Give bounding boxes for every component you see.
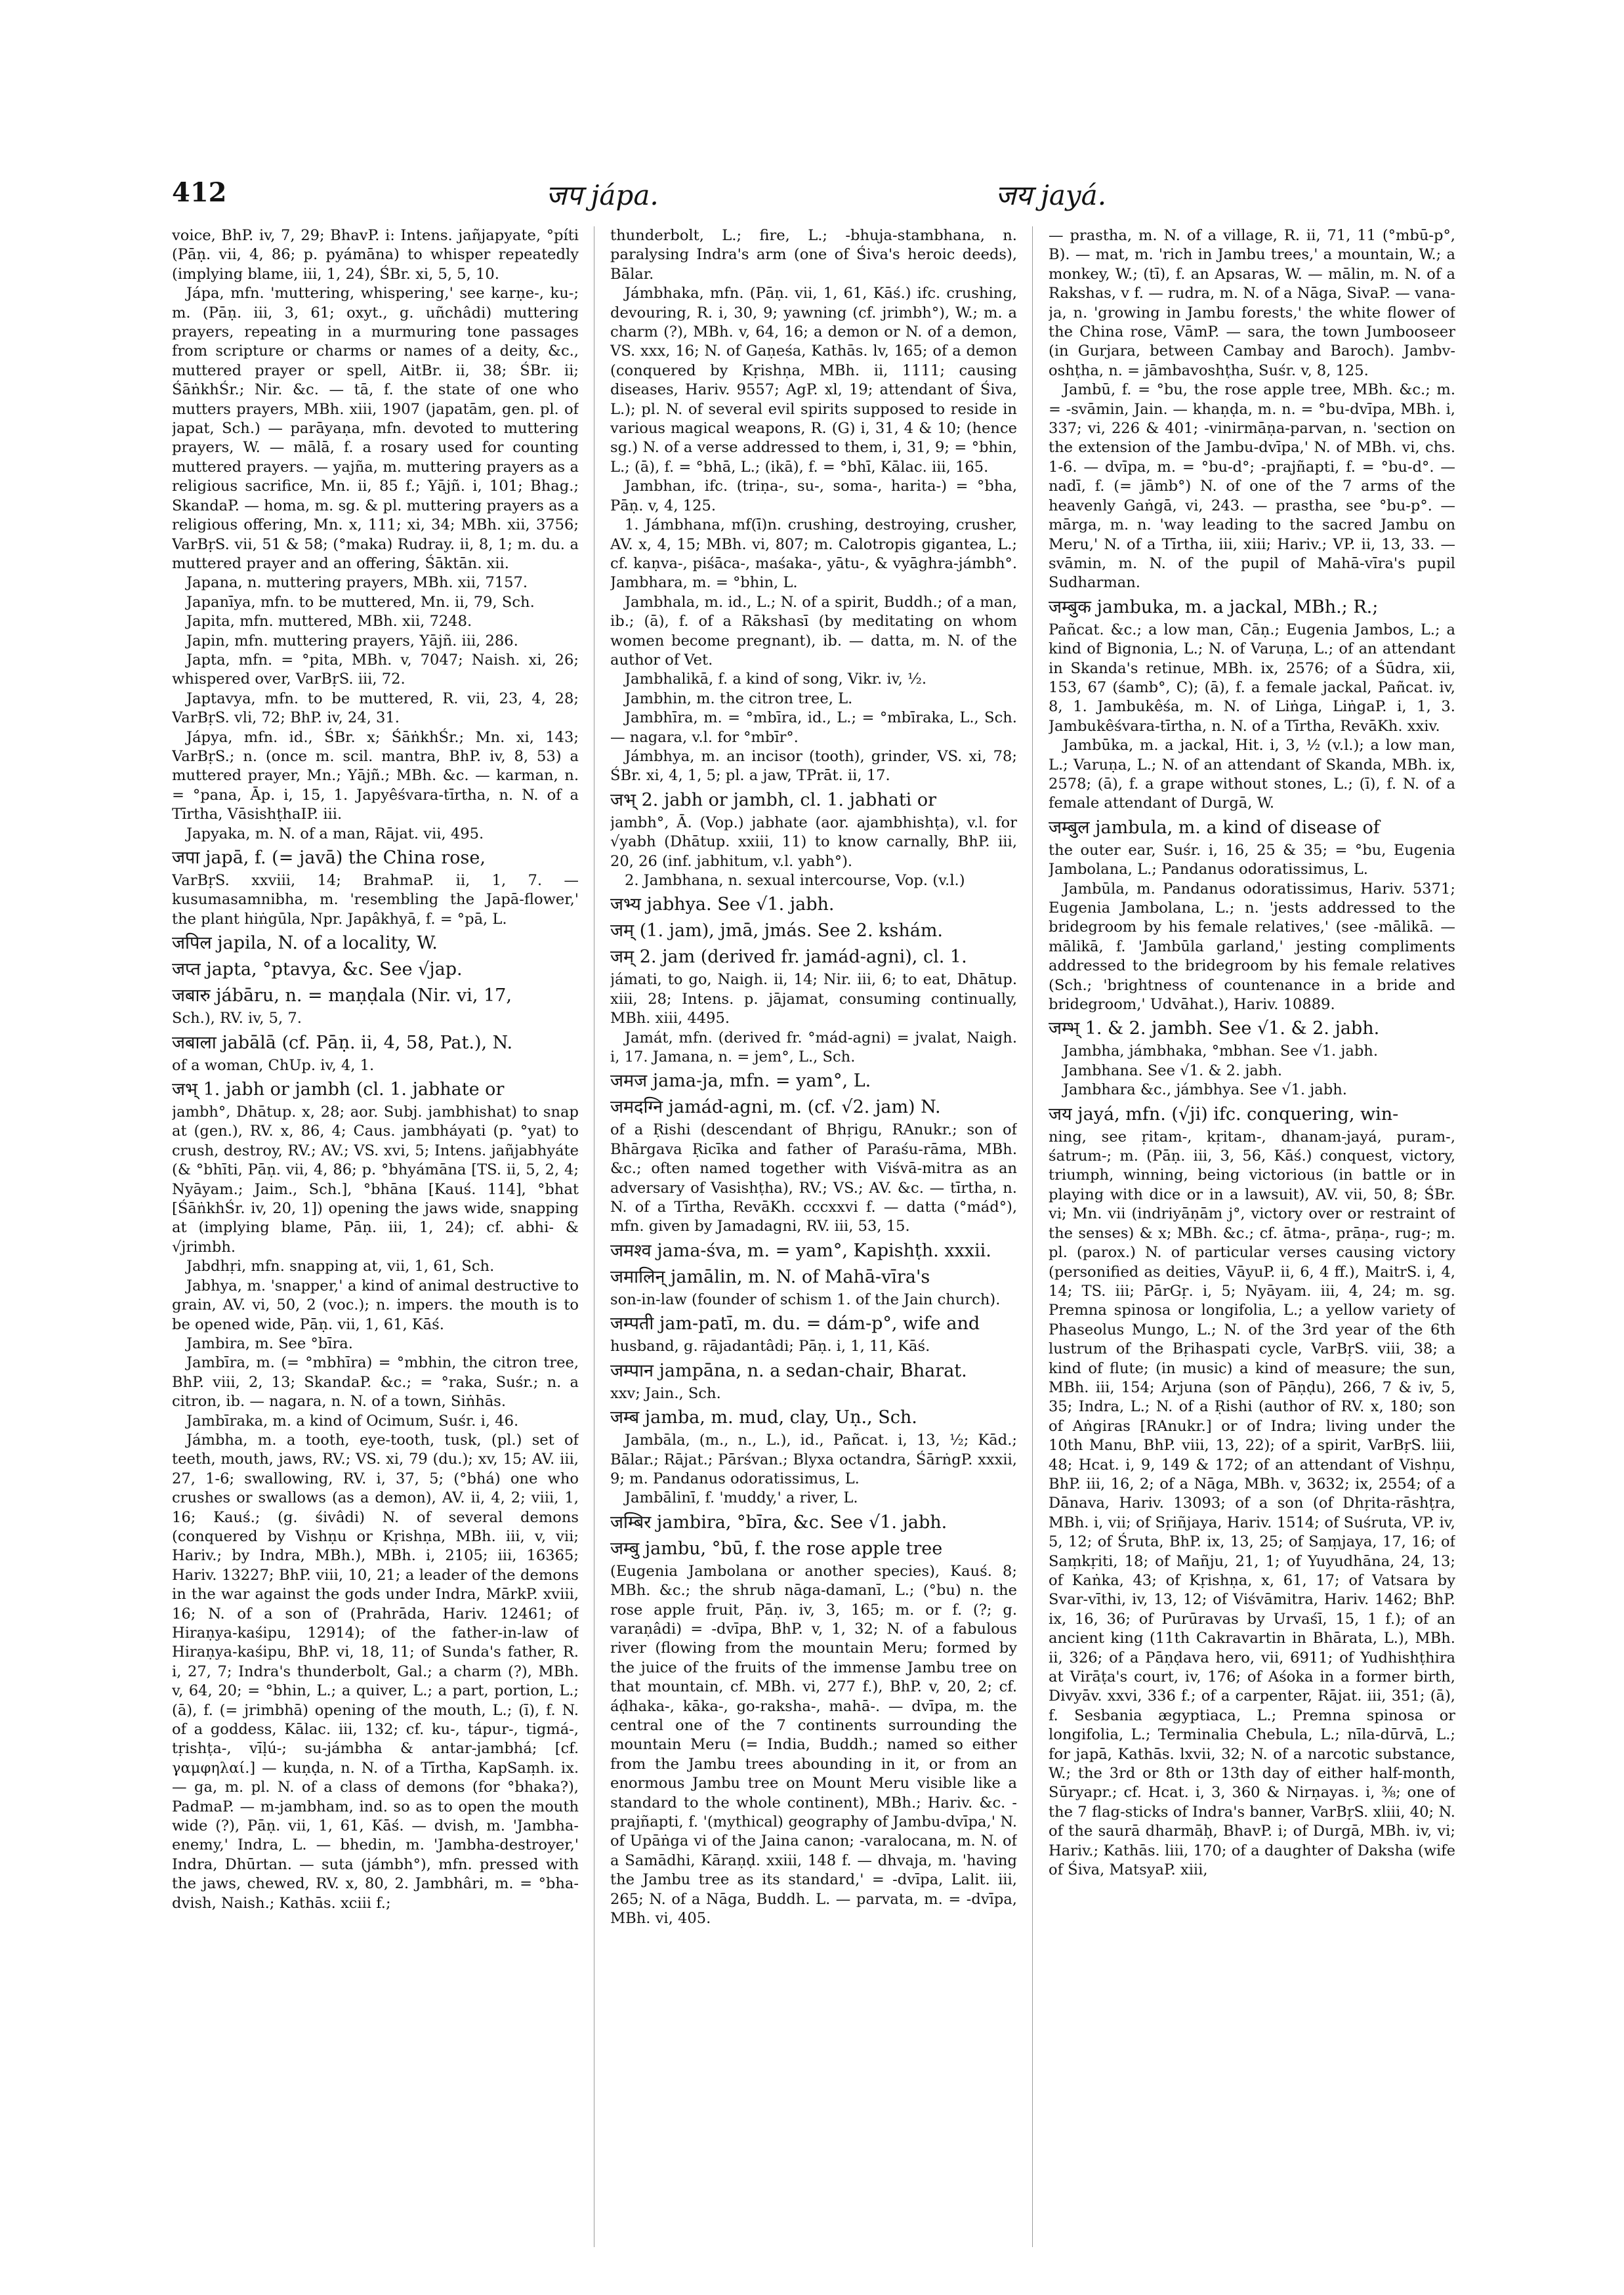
dictionary-columns [172, 226, 1458, 2247]
dictionary-entry: jambh°, Dhātup. x, 28; aor. Subj. jambhishat) to snap at (gen.), RV. x, 86, 4; Caus. jambháyati (p. °yat) to crush, destroy, RV.; AV.; VS. xvi, 5; Intens. jañjabhyáte (& °bhīti, Pāṇ. vii, 4, 86; p. °bhyámāna [TS. ii, 5, 2, 4; Nyāyam.; Jaim., Sch.], °bhāna [Kauś. 114], °bhat [ŚāṅkhŚr. iv, 20, 1]) opening the jaws wide, snapping at (implying blame, Pāṇ. iii, 1, 24); cf. abhi- & √jrimbh. [172, 1104, 579, 1256]
dictionary-entry: son-in-law (founder of schism 1. of the Jain church). [610, 1291, 1001, 1308]
dictionary-headword-line: जम्बु jambu, °bū, f. the rose apple tree [610, 1538, 943, 1559]
dictionary-headword-line: जम्पती jam-patī, m. du. = dám-p°, wife and [610, 1313, 980, 1334]
dictionary-headword-line: जम्भ् 1. & 2. jambh. See √1. & 2. jabh. [1049, 1018, 1380, 1039]
dictionary-entry: the outer ear, Suśr. i, 16, 25 & 35; = °bu, Eugenia Jambolana, L.; Pandanus odoratissimus, L. [1049, 841, 1455, 879]
dictionary-entry: Japyaka, m. N. of a man, Rājat. vii, 495. [186, 825, 484, 842]
dictionary-entry: Jambūka, m. a jackal, Hit. i, 3, ½ (v.l.); a low man, L.; Varuṇa, L.; N. of an attendant of Skanda, MBh. ix, 2578; (ā), f. a grape without stones, L.; (ī), f. N. of a female attendant of Durgā, W. [1049, 737, 1455, 812]
dictionary-headword-line: जमदग्नि jamád-agni, m. (cf. √2. jam) N. [610, 1097, 941, 1118]
dictionary-entry: Jabhya, m. 'snapper,' a kind of animal destructive to grain, AV. vi, 50, 2 (voc.); n. impers. the mouth is to be opened wide, Pāṇ. vii, 1, 61, Kāś. [172, 1277, 579, 1333]
dictionary-entry: Jambha, jámbhaka, °mbhan. See √1. jabh. [1063, 1043, 1379, 1060]
running-header [172, 172, 1451, 218]
dictionary-column-1 [172, 226, 579, 2247]
dictionary-entry: 1. Jámbhana, mf(ī)n. crushing, destroying, crusher, AV. x, 4, 15; MBh. vi, 807; m. Calotropis gigantea, L.; cf. kaṇva-, piśāca-, maśaka-, yātu-, & vyāghra-jámbh°. Jambhara, m. = °bhin, L. [610, 516, 1017, 592]
dictionary-entry: Jambhana. See √1. & 2. jabh. [1063, 1062, 1283, 1079]
page-number: 412 [172, 177, 227, 208]
dictionary-entry: Japtavya, mfn. to be muttered, R. vii, 23, 4, 28; VarBṛS. vli, 72; BhP. iv, 24, 31. [172, 690, 579, 727]
dictionary-entry: Jamát, mfn. (derived fr. °mád-agni) = jvalat, Naigh. i, 17. Jamana, n. = jem°, L., Sch. [610, 1029, 1017, 1066]
dictionary-headword-line: जबारु jábāru, n. = maṇḍala (Nir. vi, 17, [172, 985, 512, 1006]
dictionary-entry: ning, see ṛitam-, kṛitam-, dhanam-jayá, puram-, śatrum-; m. (Pāṇ. iii, 3, 56, Kāś.) conquest, victory, triumph, winning, being victorious (in battle or in playing with dice or in a lawsuit), AV. vii, 50, 8; ŚBr. vi; Mn. vii (indriyāṇām j°, victory over or restraint of the senses) & x; MBh. &c.; cf. ātma-, prāṇa-, rug-; m. pl. (parox.) N. of particular verses causing victory (personified as deities, VāyuP. ii, 6, 4 ff.), MaitrS. i, 4, 14; TS. iii; PārGṛ. i, 5; Nyāyam. iii, 4, 24; m. sg. Premna spinosa or longifolia, L.; a yellow variety of Phaseolus Mungo, L.; N. of the 3rd year of the 6th lustrum of the Bṛihaspati cycle, VarBṛS. viii, 38; a kind of flute; (in music) a kind of measure; the sun, MBh. iii, 154; Arjuna (son of Pāṇḍu), 266, 7 & iv, 5, 35; Indra, L.; N. of a Ṛishi (author of RV. x, 180; son of Aṅgiras [RAnukr.] or of Indra; living under the 10th Manu, BhP. viii, 13, 22); of a spirit, VarBṛS. liii, 48; Hcat. i, 9, 149 & 172; of an attendant of Vishṇu, BhP. iii, 16, 2; of a Nāga, MBh. v, 3632; ix, 2554; of a Dānava, Hariv. 13093; of a son (of Dhṛita-rāshṭra, MBh. i, vii; of Sṛiñjaya, Hariv. 1514; of Suśruta, VP. iv, 5, 12; of Śruta, BhP. ix, 13, 25; of Saṃjaya, 17, 16; of Saṃkṛiti, 18; of Mañju, 21, 1; of Yuyudhāna, 24, 13; of Kaṅka, 43; of Kṛishṇa, x, 61, 17; of Vatsara by Svar-vīthi, iv, 13, 12; of Viśvāmitra, Hariv. 1462; BhP. ix, 16, 36; of Purūravas by Urvaśī, 15, 1 f.); of an ancient king (11th Cakravartin in Bhārata, L.), MBh. ii, 326; of a Pāṇḍava hero, vii, 6911; of Yudhishṭhira at Virāṭa's court, iv, 176; of Aśoka in a former birth, Divyāv. xxvi, 336 f.; of a carpenter, Rājat. iii, 351; (ā), f. Sesbania ægyptiaca, L.; Premna spinosa or longifolia, L.; Terminalia Chebula, L.; nīla-dūrvā, L.; for japā, Kathās. lxvii, 32; N. of a narcotic substance, W.; the 3rd or 8th or 13th day of either half-month, Sūryapr.; cf. Hcat. i, 3, 360 & Nirṇayas. i, ⅜; one of the 7 flag-sticks of Indra's banner, VarBṛS. xliii, 40; N. of the saurā dharmāḥ, BhavP. i; of Durgā, MBh. iv, vi; Hariv.; Kathās. liii, 170; of a daughter of Daksha (wife of Śiva, MatsyaP. xiii, [1049, 1128, 1455, 1879]
dictionary-entry: Jámbhya, m. an incisor (tooth), grinder, VS. xi, 78; ŚBr. xi, 4, 1, 5; pl. a jaw, TPrāt. ii, 17. [610, 747, 1017, 785]
dictionary-entry: Jambhara &c., jámbhya. See √1. jabh. [1063, 1081, 1347, 1099]
dictionary-entry: Jámbhaka, mfn. (Pāṇ. vii, 1, 61, Kāś.) ifc. crushing, devouring, R. i, 30, 9; yawning (cf. jrimbh°), W.; m. a charm (?), MBh. v, 64, 16; a demon or N. of a demon, VS. xxx, 16; N. of Gaṇeśa, Kathās. lv, 165; of a demon (conquered by Kṛishṇa, MBh. ii, 1111; causing diseases, Hariv. 9557; AgP. xl, 19; attendant of Śiva, L.); pl. N. of several evil spirits supposed to reside in various magical weapons, R. (G) i, 31, 4 & 10; (hence sg.) N. of a verse addressed to them, i, 31, 9; = °bhin, L.; (ā), f. = °bhā, L.; (ikā), f. = °bhī, Kālac. iii, 165. [610, 285, 1017, 476]
dictionary-entry: Jambū, f. = °bu, the rose apple tree, MBh. &c.; m. = -svāmin, Jain. — khaṇḍa, m. n. = °bu-dvīpa, MBh. i, 337; vi, 226 & 401; -vinirmāṇa-parvan, n. 'section on the extension of the Jambu-dvīpa,' N. of MBh. vi, chs. 1-6. — dvīpa, m. = °bu-d°; -prajñapti, f. = °bu-d°. — nadī, f. (= jāmb°) N. of one of the 7 arms of the heavenly Gaṅgā, vi, 243. — prastha, see °bu-p°. — mārga, m. n. 'way leading to the sacred Jambu on Meru,' N. of a Tīrtha, iii, xiii; Hariv.; VP. ii, 13, 33. — svāmin, m. N. of the pupil of Mahā-vīra's pupil Sudharman. [1049, 381, 1455, 592]
dictionary-entry: Jámbha, m. a tooth, eye-tooth, tusk, (pl.) set of teeth, mouth, jaws, RV.; VS. xi, 79 (du.); xv, 15; AV. iii, 27, 1-6; swallowing, RV. i, 37, 5; (°bhá) one who crushes or swallows (as a demon), AV. ii, 4, 2; viii, 1, 16; Kauś.; (g. śivâdi) N. of several demons (conquered by Vishṇu or Kṛishṇa, MBh. iii, v, vii; Hariv.; by Indra, MBh.), MBh. i, 2105; iii, 16365; Hariv. 13227; BhP. viii, 10, 21; a leader of the demons in the war against the gods under Indra, MārkP. xviii, 16; N. of a son of (Prahrāda, Hariv. 12461; of Hiraṇya-kaśipu, 12914); of the father-in-law of Hiraṇya-kaśipu, BhP. vi, 18, 11; of Sunda's father, R. i, 27, 7; Indra's thunderbolt, Gal.; a charm (?), MBh. v, 64, 20; = °bhin, L.; a quiver, L.; a part, portion, L.; (ā), f. (= jrimbhā) opening of the mouth, L.; (ī), f. N. of a goddess, Kālac. iii, 132; cf. ku-, tápur-, tigmá-, tṛishṭa-, vīḷú-; su-jámbha & antar-jambhá; [cf. γαμφηλαί.] — kuṇḍa, n. N. of a Tīrtha, KapSaṃh. ix. — ga, m. pl. N. of a class of demons (for °bhaka?), PadmaP. — m-jambham, ind. so as to open the mouth wide (?), Pāṇ. vii, 1, 61, Kāś. — dvish, m. 'Jambha-enemy,' Indra, L. — bhedin, m. 'Jambha-destroyer,' Indra, Dhūrtan. — suta (jámbh°), mfn. pressed with the jaws, chewed, RV. x, 80, 2. Jambhâri, m. = °bha-dvish, Naish.; Kathās. xciii f.; [172, 1431, 579, 1912]
dictionary-headword-line: जभ्य jabhya. See √1. jabh. [610, 894, 835, 915]
dictionary-entry: thunderbolt, L.; fire, L.; -bhuja-stambhana, n. paralysing Indra's arm (one of Śiva's heroic deeds), Bālar. [610, 227, 1017, 283]
dictionary-headword-line: जम् (1. jam), jmā, jmás. See 2. kshám. [610, 920, 944, 941]
dictionary-headword-line: जमज jama-ja, mfn. = yam°, L. [610, 1071, 871, 1092]
dictionary-entry: Sch.), RV. iv, 5, 7. [172, 1010, 302, 1027]
dictionary-headword-line: जप्त japta, °ptavya, &c. See √jap. [172, 959, 463, 980]
dictionary-column-3 [1049, 226, 1455, 2247]
dictionary-entry: Jambhin, m. the citron tree, L. [625, 690, 853, 707]
column-divider [1032, 226, 1033, 2247]
dictionary-headword-line: जभ् 1. jabh or jambh (cl. 1. jabhate or [172, 1079, 505, 1100]
dictionary-entry: Jambīraka, m. a kind of Ocimum, Suśr. i, 46. [186, 1412, 519, 1430]
dictionary-entry: of a Ṛishi (descendant of Bhṛigu, RAnukr.; son of Bhārgava Ṛicīka and father of Paraśu-rāma, MBh. &c.; often named together with Viśvā-mitra as an adversary of Vasishṭha), RV.; VS.; AV. &c. — tīrtha, n. N. of a Tīrtha, RevāKh. cccxxvi f. — datta (°mád°), mfn. given by Jamadagni, RV. iii, 53, 15. [610, 1121, 1017, 1235]
right-running-headword: जय jayá. [995, 179, 1107, 211]
dictionary-entry: Japin, mfn. muttering prayers, Yājñ. iii, 286. [186, 632, 518, 650]
dictionary-entry: jámati, to go, Naigh. ii, 14; Nir. iii, 6; to eat, Dhātup. xiii, 28; Intens. p. jājamat, consuming continually, MBh. xiii, 4495. [610, 971, 1017, 1027]
dictionary-entry: Jabdhṛi, mfn. snapping at, vii, 1, 61, Sch. [186, 1258, 495, 1275]
dictionary-entry: Jambūla, m. Pandanus odoratissimus, Hariv. 5371; Eugenia Jambolana, L.; n. 'jests addressed to the bridegroom by his female relatives,' (see -mālikā. — mālikā, f. 'Jambūla garland,' jesting compliments addressed to the bridegroom by his female relatives (Sch.; 'brightness of countenance in a bride and bridegroom,' Udvāhat.), Hariv. 10889. [1049, 880, 1455, 1014]
dictionary-entry: Japanīya, mfn. to be muttered, Mn. ii, 79, Sch. [186, 593, 535, 611]
dictionary-entry: husband, g. rājadantâdi; Pāṇ. i, 1, 11, Kāś. [610, 1338, 930, 1355]
dictionary-headword-line: जमश्व jama-śva, m. = yam°, Kapishṭh. xxxii. [610, 1240, 991, 1261]
dictionary-entry: Jambīra, m. (= °mbhīra) = °mbhin, the citron tree, BhP. viii, 2, 13; SkandaP. &c.; = °raka, Suśr.; n. a citron, ib. — nagara, n. N. of a town, Siṅhās. [172, 1354, 579, 1411]
dictionary-headword-line: जम्ब jamba, m. mud, clay, Uṇ., Sch. [610, 1407, 917, 1428]
dictionary-entry: 2. Jambhana, n. sexual intercourse, Vop. (v.l.) [625, 872, 965, 889]
dictionary-entry: — prastha, m. N. of a village, R. ii, 71, 11 (°mbū-p°, B). — mat, m. 'rich in Jambu trees,' a mountain, W.; a monkey, W.; (tī), f. an Apsaras, W. — mālin, m. N. of a Rakshas, v f. — rudra, m. N. of a Nāga, SivaP. — vana-ja, n. 'growing in Jambu forests,' the white flower of the China rose, VāmP. — sara, the town Jumbooseer (in Gurjara, between Cambay and Baroch). Jambv-oshṭha, n. = jāmbavoshṭha, Suśr. v, 8, 125. [1049, 227, 1455, 379]
dictionary-entry: (Eugenia Jambolana or another species), Kauś. 8; MBh. &c.; the shrub nāga-damanī, L.; (°bu) n. the rose apple fruit, Pāṇ. iv, 3, 165; m. or f. (?; g. varaṇâdi) = -dvīpa, BhP. v, 1, 32; N. of a fabulous river (flowing from the mountain Meru; formed by the juice of the fruits of the immense Jambu tree on that mountain, cf. MBh. vi, 277 f.), BhP. v, 20, 2; cf. áḍhaka-, kāka-, go-raksha-, mahā-. — dvīpa, m. the central one of the 7 continents surrounding the mountain Meru (= India, Buddh.; named so either from the Jambu trees abounding in it, or from an enormous Jambu tree on Mount Meru visible like a standard to the whole continent), MBh.; Hariv. &c. -prajñapti, f. '(mythical) geography of Jambu-dvīpa,' N. of Upāṅga vi of the Jaina canon; -varalocana, m. N. of a Samādhi, Kāraṇḍ. xxiii, 148 f. — dhvaja, m. 'having the Jambu tree as its standard,' = -dvīpa, Lalit. iii, 265; N. of a Nāga, Buddh. L. — parvata, m. = -dvīpa, MBh. vi, 405. [610, 1562, 1017, 1928]
dictionary-entry: jambh°, Ā. (Vop.) jabhate (aor. ajambhishṭa), v.l. for √yabh (Dhātup. xxiii, 11) to know carnally, BhP. iii, 20, 26 (inf. jabhitum, v.l. yabh°). [610, 814, 1017, 870]
dictionary-headword-line: जम् 2. jam (derived fr. jamád-agni), cl. 1. [610, 947, 967, 968]
dictionary-entry: Jambhan, ifc. (triṇa-, su-, soma-, harita-) = °bha, Pāṇ. v, 4, 125. [610, 478, 1017, 514]
dictionary-entry: Jambhīra, m. = °mbīra, id., L.; = °mbīraka, L., Sch. — nagara, v.l. for °mbīr°. [610, 709, 1017, 746]
dictionary-entry: Jambira, m. See °bīra. [186, 1334, 353, 1352]
dictionary-entry: Jambhala, m. id., L.; N. of a spirit, Buddh.; of a man, ib.; (ā), f. of a Rākshasī (by meditating on whom women become pregnant), ib. — datta, m. N. of the author of Vet. [610, 593, 1017, 669]
dictionary-entry: Jambāla, (m., n., L.), id., Pañcat. i, 13, ½; Kād.; Bālar.; Rājat.; Pārśvan.; Blyxa octandra, ŚārṅgP. xxxii, 9; m. Pandanus odoratissimus, L. [610, 1432, 1017, 1487]
dictionary-entry: Japana, n. muttering prayers, MBh. xii, 7157. [186, 574, 528, 592]
dictionary-entry: Jambhalikā, f. a kind of song, Vikr. iv, ½. [625, 671, 927, 688]
dictionary-headword-line: जम्पान jampāna, n. a sedan-chair, Bharat. [610, 1360, 967, 1381]
dictionary-entry: xxv; Jain., Sch. [610, 1384, 721, 1402]
dictionary-entry: VarBṛS. xxviii, 14; BrahmaP. ii, 1, 7. — kusumasamnibha, m. 'resembling the Japā-flower,' the plant hiṅgūla, Npr. Japâkhyā, f. = °pā, L. [172, 872, 579, 928]
dictionary-entry: voice, BhP. iv, 7, 29; BhavP. i: Intens. jañjapyate, °píti (Pāṇ. vii, 4, 86; p. pyámāna) to whisper repeatedly (implying blame, iii, 1, 24), ŚBr. xi, 5, 5, 10. [172, 227, 579, 283]
dictionary-headword-line: जबाला jabālā (cf. Pāṇ. ii, 4, 58, Pat.), N. [172, 1032, 513, 1053]
dictionary-entry: Japta, mfn. = °pita, MBh. v, 7047; Naish. xi, 26; whispered over, VarBṛS. iii, 72. [172, 651, 579, 688]
dictionary-column-2 [610, 226, 1017, 2247]
dictionary-headword-line: जय jayá, mfn. (√ji) ifc. conquering, win- [1049, 1104, 1399, 1125]
dictionary-headword-line: जभ् 2. jabh or jambh, cl. 1. jabhati or [610, 789, 937, 810]
dictionary-entry: of a woman, ChUp. iv, 4, 1. [172, 1056, 375, 1074]
dictionary-headword-line: जम्बिर jambira, °bīra, &c. See √1. jabh. [610, 1512, 947, 1533]
left-running-headword: जप jápa. [546, 179, 659, 211]
dictionary-headword-line: जमालिन् jamālin, m. N. of Mahā-vīra's [610, 1266, 930, 1287]
dictionary-entry: Jápa, mfn. 'muttering, whispering,' see karṇe-, ku-; m. (Pāṇ. iii, 3, 61; oxyt., g. uñchâdi) muttering prayers, repeating in a murmuring tone passages from scripture or charms or names of a deity, &c., muttered prayer or spell, AitBr. ii, 38; ŚBr. ii; ŚāṅkhŚr.; Nir. &c. — tā, f. the state of one who mutters prayers, MBh. xiii, 1907 (japatām, gen. pl. of japat, Sch.) — parāyaṇa, mfn. devoted to muttering prayers, W. — mālā, f. a rosary used for counting muttered prayers. — yajña, m. muttering prayers as a religious sacrifice, Mn. ii, 85 f.; Yājñ. i, 101; Bhag.; SkandaP. — homa, m. sg. & pl. muttering prayers as a religious offering, Mn. x, 111; xi, 34; MBh. xii, 3756; VarBṛS. vii, 51 & 58; (°maka) Rudray. ii, 8, 1; m. du. a muttered prayer and an offering, Śāktān. xii. [172, 285, 579, 572]
dictionary-entry: Japita, mfn. muttered, MBh. xii, 7248. [186, 613, 472, 631]
dictionary-entry: Jápya, mfn. id., ŚBr. x; ŚāṅkhŚr.; Mn. xi, 143; VarBṛS.; n. (once m. scil. mantra, BhP. iv, 8, 53) a muttered prayer, Mn.; Yājñ.; MBh. &c. — karman, n. = °pana, Āp. i, 15, 1. Japyêśvara-tīrtha, n. N. of a Tīrtha, VāsishṭhaIP. iii. [172, 728, 579, 823]
dictionary-headword-line: जपा japā, f. (= javā) the China rose, [172, 848, 486, 868]
dictionary-headword-line: जम्बुल jambula, m. a kind of disease of [1049, 817, 1380, 838]
dictionary-headword-line: जपिल japila, N. of a locality, W. [172, 933, 438, 954]
dictionary-entry: Jambālinī, f. 'muddy,' a river, L. [625, 1489, 858, 1507]
dictionary-headword-line: जम्बुक jambuka, m. a jackal, MBh.; R.; [1049, 596, 1379, 617]
dictionary-entry: Pañcat. &c.; a low man, Cāṇ.; Eugenia Jambos, L.; a kind of Bignonia, L.; N. of Varuṇa, L.; of an attendant in Skanda's retinue, MBh. ix, 2576; of a Śūdra, xii, 153, 67 (śamb°, C); (ā), f. a female jackal, Pañcat. iv, 8, 1. Jambukêśa, m. N. of Liṅga, LiṅgaP. i, 1, 3. Jambukêśvara-tīrtha, n. N. of a Tīrtha, RevāKh. xxiv. [1049, 621, 1455, 735]
